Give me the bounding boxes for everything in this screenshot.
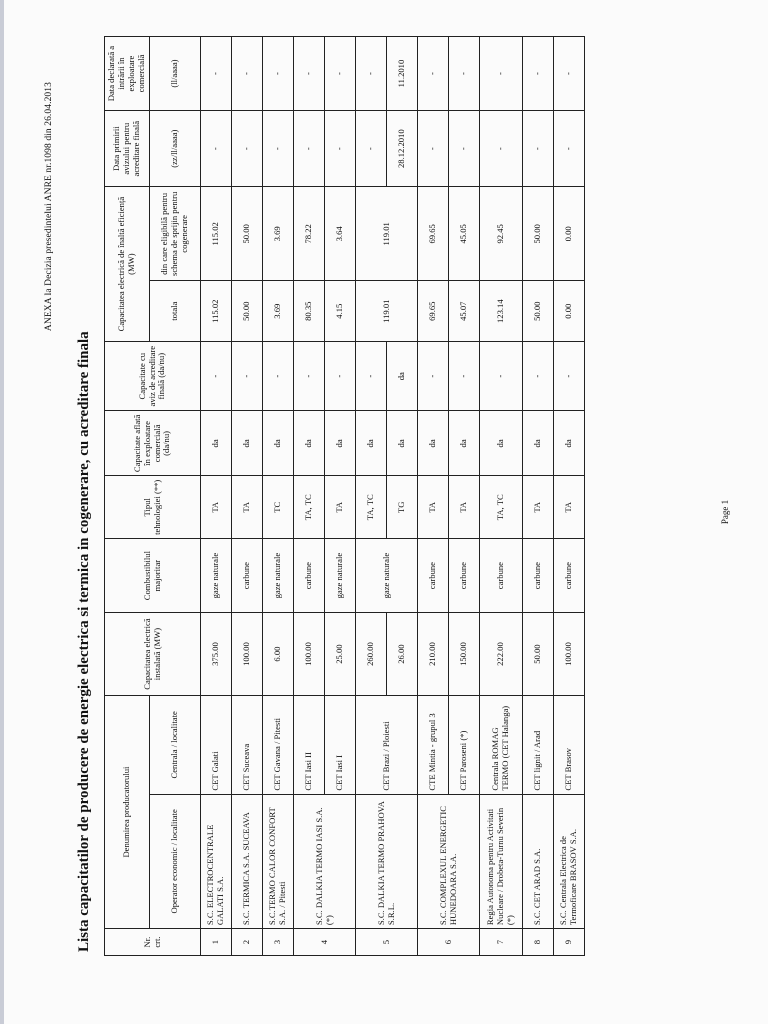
cell-fuel: carbune — [554, 539, 585, 613]
cell-installed: 222.00 — [480, 613, 523, 696]
cell-commercial: da — [232, 411, 263, 476]
cell-installed: 6.00 — [263, 613, 294, 696]
cell-date-received: - — [294, 111, 325, 187]
cell-total: 119.01 — [356, 281, 418, 342]
cell-date-received: - — [449, 111, 480, 187]
cell-final-notice: - — [449, 341, 480, 410]
header-efficient: Capacitatea electrică de înaltă eficiență (MW) — [105, 187, 150, 342]
cell-date-declared: - — [232, 37, 263, 111]
cell-fuel: carbune — [449, 539, 480, 613]
cell-commercial: da — [418, 411, 449, 476]
cell-tech: TG — [387, 476, 418, 539]
cell-tech: TA — [449, 476, 480, 539]
cell-tech: TC — [263, 476, 294, 539]
cell-date-declared: - — [418, 37, 449, 111]
cell-commercial: da — [523, 411, 554, 476]
cell-date-declared: 11.2010 — [387, 37, 418, 111]
cell-fuel: carbune — [523, 539, 554, 613]
cell-installed: 375.00 — [201, 613, 232, 696]
cell-operator: S.C. CET ARAD S.A. — [523, 794, 554, 928]
cell-date-declared: - — [449, 37, 480, 111]
cell-tech: TA — [418, 476, 449, 539]
cell-plant: CET Brazi / Ploiesti — [356, 696, 418, 795]
cell-operator: Regia Autonoma pentru Activitati Nucleare / Drobeta-Turnu Severin (*) — [480, 794, 523, 928]
annex-reference: ANEXA la Decizia presedintelui ANRE nr.1098 din 26.04.2013 — [44, 82, 54, 332]
cell-total: 4.15 — [325, 281, 356, 342]
cell-eligible: 78.22 — [294, 187, 325, 281]
cell-nr: 3 — [263, 929, 294, 956]
cell-tech: TA, TC — [480, 476, 523, 539]
cell-total: 69.65 — [418, 281, 449, 342]
rotated-sheet — [38, 12, 738, 1012]
cell-date-received: - — [480, 111, 523, 187]
cell-final-notice: - — [325, 341, 356, 410]
cell-total: 115.02 — [201, 281, 232, 342]
cell-nr: 2 — [232, 929, 263, 956]
cell-plant: CET Gavana / Pitesti — [263, 696, 294, 795]
cell-installed: 100.00 — [554, 613, 585, 696]
header-plant: Centrala / localitate — [150, 696, 201, 795]
cell-date-declared: - — [554, 37, 585, 111]
cell-tech: TA — [232, 476, 263, 539]
cell-commercial: da — [387, 411, 418, 476]
cell-date-declared: - — [523, 37, 554, 111]
cell-final-notice: - — [263, 341, 294, 410]
cell-commercial: da — [554, 411, 585, 476]
cell-commercial: da — [480, 411, 523, 476]
cell-date-declared: - — [356, 37, 387, 111]
cell-total: 0.00 — [554, 281, 585, 342]
cell-eligible: 45.05 — [449, 187, 480, 281]
cell-final-notice: - — [418, 341, 449, 410]
cell-tech: TA — [325, 476, 356, 539]
cell-date-received: - — [356, 111, 387, 187]
cell-fuel: carbune — [232, 539, 263, 613]
cell-operator: S.C.TERMO CALOR CONFORT S.A. / Pitesti — [263, 794, 294, 928]
cell-operator: S.C. Centrala Electrica de Termoficare BRASOV S.A. — [554, 794, 585, 928]
cell-date-received: 28.12.2010 — [387, 111, 418, 187]
cell-fuel: gaze naturale — [263, 539, 294, 613]
page-number: Page 1 — [720, 499, 730, 525]
header-commercial: Capacitate aflată în exploatare comercială (da/nu) — [105, 411, 201, 476]
cell-operator: S.C. TERMICA S.A. SUCEAVA — [232, 794, 263, 928]
cell-total: 50.00 — [232, 281, 263, 342]
cell-eligible: 0.00 — [554, 187, 585, 281]
document-title: Lista capacitatilor de producere de energie electrica si termica in cogenerare, cu acreditare finala — [76, 331, 92, 952]
cell-fuel: carbune — [480, 539, 523, 613]
cell-operator: S.C. ELECTROCENTRALE GALATI S.A. — [201, 794, 232, 928]
cell-plant: CET Suceava — [232, 696, 263, 795]
cell-installed: 50.00 — [523, 613, 554, 696]
cell-eligible: 92.45 — [480, 187, 523, 281]
cell-tech: TA — [201, 476, 232, 539]
cell-plant: Centrala ROMAG TERMO (CET Halanga) — [480, 696, 523, 795]
cell-nr: 5 — [356, 929, 418, 956]
cell-installed: 100.00 — [294, 613, 325, 696]
cell-eligible: 69.65 — [418, 187, 449, 281]
cell-date-declared: - — [201, 37, 232, 111]
header-operator: Operator economic / localitate — [150, 794, 201, 928]
cell-tech: TA, TC — [356, 476, 387, 539]
cell-operator: S.C. DALKIA TERMO IASI S.A. (*) — [294, 794, 356, 928]
header-date-declared: Data declarată a intrării în exploatare comercială — [105, 37, 150, 111]
cell-final-notice: - — [523, 341, 554, 410]
cell-plant: CET Iasi I — [325, 696, 356, 795]
header-eligible: din care eligibilă pentru schema de sprijin pentru cogenerare — [150, 187, 201, 281]
cell-total: 80.35 — [294, 281, 325, 342]
cell-plant: CET Iasi II — [294, 696, 325, 795]
cell-date-received: - — [232, 111, 263, 187]
cell-final-notice: - — [356, 341, 387, 410]
cell-date-received: - — [263, 111, 294, 187]
cell-total: 123.14 — [480, 281, 523, 342]
cell-fuel: carbune — [294, 539, 325, 613]
cell-date-declared: - — [294, 37, 325, 111]
cell-plant: CET Paroseni (*) — [449, 696, 480, 795]
cell-installed: 25.00 — [325, 613, 356, 696]
cell-operator: S.C. DALKIA TERMO PRAHOVA S.R.L. — [356, 794, 418, 928]
header-date-received: Data primirii avizului pentru acreditare finală — [105, 111, 150, 187]
cell-installed: 210.00 — [418, 613, 449, 696]
cell-nr: 7 — [480, 929, 523, 956]
cell-date-received: - — [201, 111, 232, 187]
cell-fuel: gaze naturale — [325, 539, 356, 613]
cell-date-received: - — [554, 111, 585, 187]
cell-tech: TA — [523, 476, 554, 539]
cell-tech: TA, TC — [294, 476, 325, 539]
header-date-received-format: (zz/ll/aaaa) — [150, 111, 201, 187]
cell-final-notice: da — [387, 341, 418, 410]
cell-eligible: 115.02 — [201, 187, 232, 281]
cell-nr: 8 — [523, 929, 554, 956]
header-fuel: Combustibilul majoritar — [105, 539, 201, 613]
cell-plant: CET Brasov — [554, 696, 585, 795]
header-total: totala — [150, 281, 201, 342]
cell-date-received: - — [325, 111, 356, 187]
cell-date-declared: - — [325, 37, 356, 111]
header-final-notice: Capacitate cu aviz de acreditare finală (da/nu) — [105, 341, 201, 410]
cell-date-declared: - — [263, 37, 294, 111]
cell-final-notice: - — [201, 341, 232, 410]
cell-installed: 150.00 — [449, 613, 480, 696]
cell-date-received: - — [418, 111, 449, 187]
cell-date-received: - — [523, 111, 554, 187]
cell-fuel: gaze naturale — [201, 539, 232, 613]
capacities-table — [104, 36, 585, 956]
cell-commercial: da — [449, 411, 480, 476]
cell-fuel: carbune — [418, 539, 449, 613]
cell-eligible: 50.00 — [523, 187, 554, 281]
cell-plant: CET Galati — [201, 696, 232, 795]
cell-total: 3.69 — [263, 281, 294, 342]
cell-commercial: da — [201, 411, 232, 476]
capacities-table-wrap — [104, 36, 585, 956]
cell-final-notice: - — [294, 341, 325, 410]
cell-nr: 6 — [418, 929, 480, 956]
cell-tech: TA — [554, 476, 585, 539]
cell-commercial: da — [263, 411, 294, 476]
cell-installed: 26.00 — [387, 613, 418, 696]
cell-eligible: 3.69 — [263, 187, 294, 281]
cell-final-notice: - — [480, 341, 523, 410]
cell-operator: S.C. COMPLEXUL ENERGETIC HUNEDOARA S.A. — [418, 794, 480, 928]
header-installed: Capacitatea electrică instalată (MW) — [105, 613, 201, 696]
cell-final-notice: - — [554, 341, 585, 410]
cell-eligible: 50.00 — [232, 187, 263, 281]
cell-date-declared: - — [480, 37, 523, 111]
cell-nr: 1 — [201, 929, 232, 956]
header-date-declared-format: (ll/aaaa) — [150, 37, 201, 111]
cell-fuel: gaze naturale — [356, 539, 418, 613]
cell-eligible: 3.64 — [325, 187, 356, 281]
header-producer: Denumirea producatorului — [105, 696, 150, 929]
cell-commercial: da — [325, 411, 356, 476]
cell-nr: 4 — [294, 929, 356, 956]
cell-nr: 9 — [554, 929, 585, 956]
header-nr: Nr. crt. — [105, 929, 201, 956]
cell-plant: CET lignit / Arad — [523, 696, 554, 795]
header-tech: Tipul tehnologiei (**) — [105, 476, 201, 539]
cell-installed: 100.00 — [232, 613, 263, 696]
cell-commercial: da — [294, 411, 325, 476]
cell-plant: CTE Mintia - grupul 3 — [418, 696, 449, 795]
cell-total: 50.00 — [523, 281, 554, 342]
cell-commercial: da — [356, 411, 387, 476]
cell-installed: 260.00 — [356, 613, 387, 696]
cell-total: 45.07 — [449, 281, 480, 342]
cell-final-notice: - — [232, 341, 263, 410]
cell-eligible: 119.01 — [356, 187, 418, 281]
